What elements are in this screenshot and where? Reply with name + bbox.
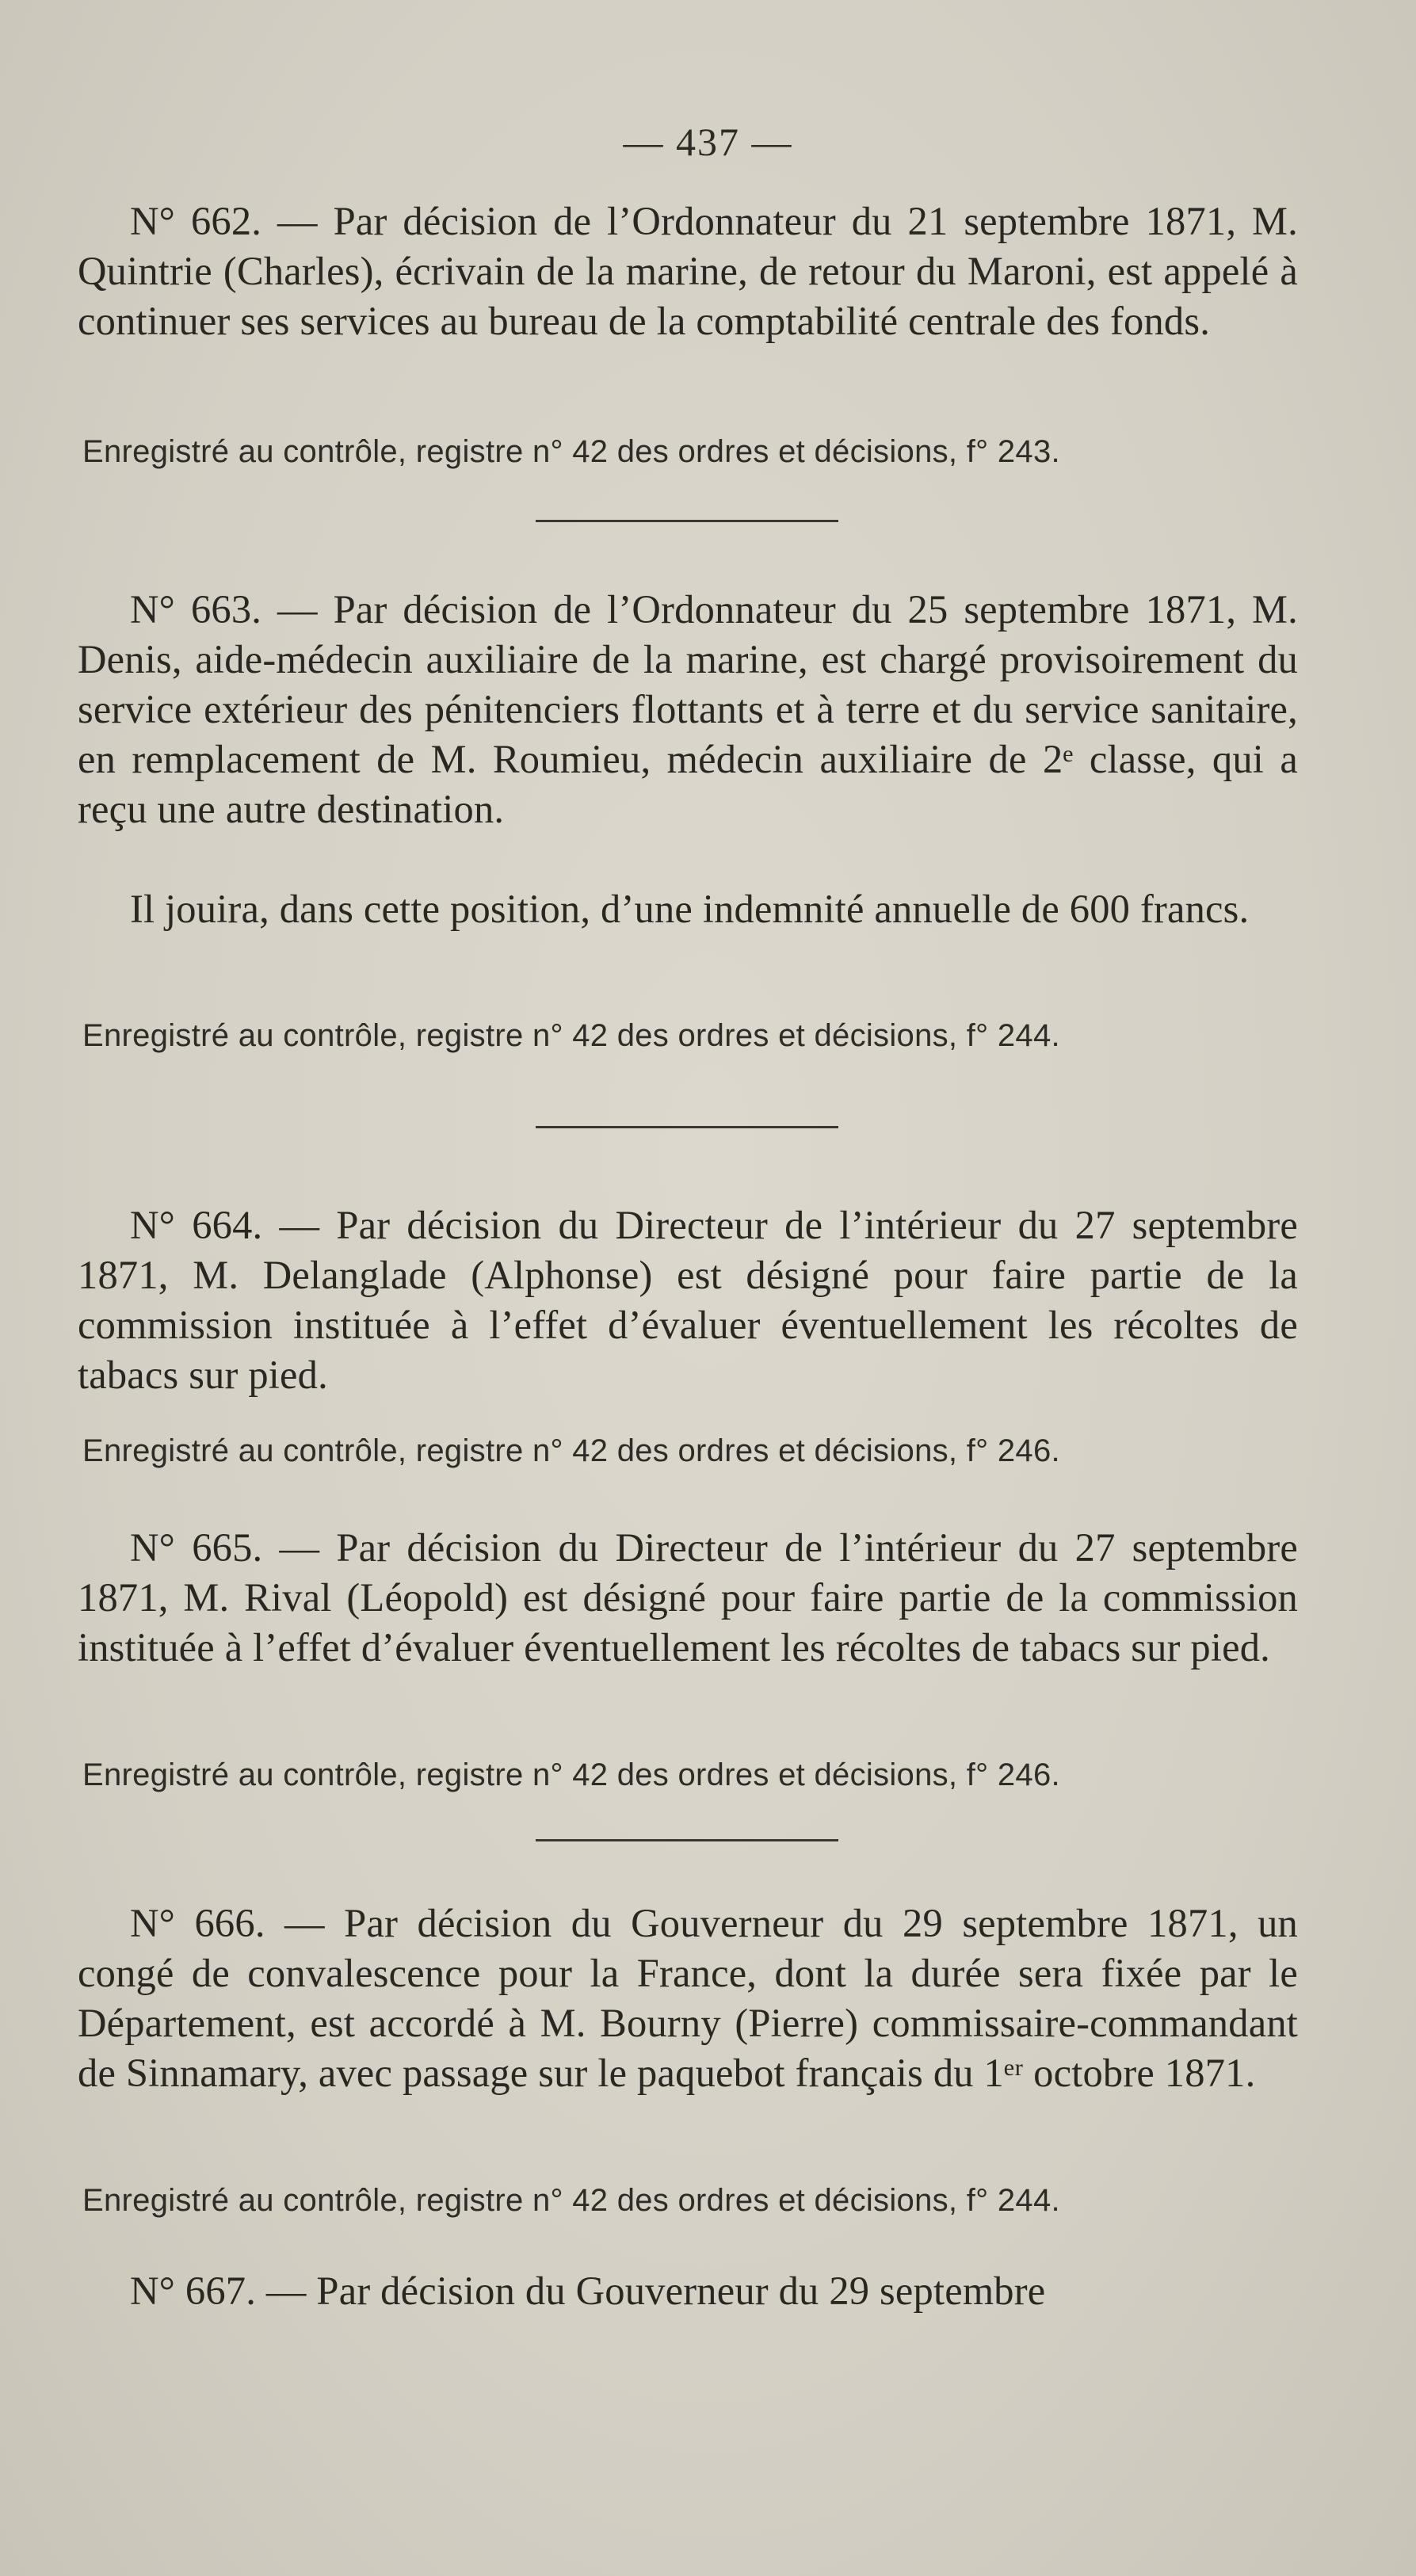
entry-666-text: N° 666. — Par décision du Gouverneur du 29 septembre 1871, un congé de convalescence pour la France, dont la durée sera fixée par le Département, est accordé à M. Bourny (Pierre) commissaire-commandant de Sinnamary, avec passage sur le paquebot français du 1ᵉʳ octobre 1871.	[78, 1901, 1298, 2095]
entry-663-registry: Enregistré au contrôle, registre n° 42 des ordres et décisions, f° 244.	[82, 1018, 1060, 1053]
entry-667-text: N° 667. — Par décision du Gouverneur du 29 septembre	[130, 2269, 1046, 2313]
entry-662-text: N° 662. — Par décision de l’Ordonnateur du 21 septembre 1871, M. Quintrie (Charles), écrivain de la marine, de retour du Maroni, est appelé à continuer ses services au bureau de la comptabilité centrale des fonds.	[78, 199, 1298, 343]
entry-664-registry: Enregistré au contrôle, registre n° 42 des ordres et décisions, f° 246.	[82, 1433, 1060, 1468]
section-divider	[536, 1126, 838, 1128]
entry-662-registry: Enregistré au contrôle, registre n° 42 des ordres et décisions, f° 243.	[82, 434, 1060, 469]
entry-664-text: N° 664. — Par décision du Directeur de l’intérieur du 27 septembre 1871, M. Delanglade (Alphonse) est désigné pour faire partie de la commission instituée à l’effet d’évaluer éventuellement les récoltes de tabacs sur pied.	[78, 1203, 1298, 1397]
entry-666-registry: Enregistré au contrôle, registre n° 42 des ordres et décisions, f° 244.	[82, 2183, 1060, 2218]
section-divider	[536, 520, 838, 522]
entry-663-text-continued: Il jouira, dans cette position, d’une indemnité annuelle de 600 francs.	[130, 887, 1250, 931]
page-number: — 437 —	[623, 120, 793, 164]
entry-665-registry: Enregistré au contrôle, registre n° 42 des ordres et décisions, f° 246.	[82, 1757, 1060, 1792]
section-divider	[536, 1839, 838, 1841]
entry-663-text: N° 663. — Par décision de l’Ordonnateur du 25 septembre 1871, M. Denis, aide-médecin auxiliaire de la marine, est chargé provisoirement du service extérieur des pénitenciers flottants et à terre et du service sanitaire, en remplacement de M. Roumieu, médecin auxiliaire de 2ᵉ classe, qui a reçu une autre destination.	[78, 587, 1298, 831]
entry-665-text: N° 665. — Par décision du Directeur de l’intérieur du 27 septembre 1871, M. Rival (Léopold) est désigné pour faire partie de la commission instituée à l’effet d’évaluer éventuellement les récoltes de tabacs sur pied.	[78, 1525, 1298, 1670]
